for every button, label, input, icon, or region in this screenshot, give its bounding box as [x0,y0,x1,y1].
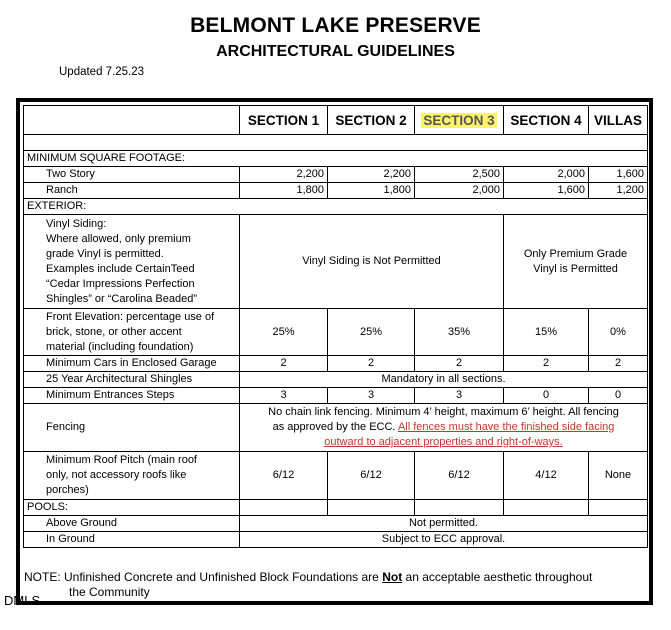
label-line: Where allowed, only premium [46,232,191,245]
table-row-roof-pitch [24,452,648,500]
table-cell: 6/12 [415,452,504,500]
footnote [24,570,650,600]
section-row-exterior [24,199,648,215]
row-label-multiline [24,215,240,309]
table-row-shingles [24,372,648,388]
fencing-cell [240,404,648,452]
table-row-ranch [24,183,648,199]
column-header-section-1: SECTION 1 [240,106,328,135]
spacer-row [24,135,648,151]
label-line: brick, stone, or other accent [46,325,182,338]
table-cell: 2 [240,356,328,372]
label-line: only, not accessory roofs like [46,469,187,481]
table-cell: 2,200 [240,167,328,183]
table-row-fencing [24,404,648,452]
merged-cell: Not permitted. [240,516,648,532]
section-label: MINIMUM SQUARE FOOTAGE: [24,151,648,167]
table-cell [415,500,504,516]
table-row-entrance-steps [24,388,648,404]
table-row-above-ground [24,516,648,532]
document-title: BELMONT LAKE PRESERVE [190,14,481,37]
table-cell: 2 [328,356,415,372]
column-header-section-4: SECTION 4 [504,106,589,135]
table-cell: 1,200 [589,183,648,199]
table-cell: 3 [328,388,415,404]
table-row-in-ground [24,532,648,548]
section-label: EXTERIOR: [24,199,648,215]
table-cell [328,500,415,516]
row-label: 25 Year Architectural Shingles [24,372,240,388]
row-label: Two Story [24,167,240,183]
table-cell: 2,200 [328,167,415,183]
table-cell: 4/12 [504,452,589,500]
table-cell: 1,800 [240,183,328,199]
table-cell [589,500,648,516]
table-cell: 2 [589,356,648,372]
table-row-two-story [24,167,648,183]
guidelines-table [23,105,648,548]
table-cell: 3 [415,388,504,404]
header-blank-cell [24,106,240,135]
label-line: Vinyl Siding: [46,217,107,230]
table-cell: 1,600 [589,167,648,183]
label-line: Shingles” or “Carolina Beaded” [46,292,198,305]
table-cell: 6/12 [328,452,415,500]
merged-cell: Mandatory in all sections. [240,372,648,388]
note-continuation: the Community [69,585,150,599]
table-cell: 6/12 [240,452,328,500]
fencing-line: No chain link fencing. Minimum 4’ height, maximum 6’ height. All fencing [268,406,619,418]
label-line: grade Vinyl is permitted. [46,247,164,260]
updated-date: Updated 7.25.23 [59,66,145,78]
row-label-multiline [24,452,240,500]
label-line: Minimum Roof Pitch (main roof [46,454,197,466]
row-label: Fencing [24,404,240,452]
table-row-front-elevation [24,309,648,356]
table-cell: 25% [328,309,415,356]
premium-line: Vinyl is Permitted [533,262,618,275]
fencing-red-text: All fences must have the finished side facing [397,421,615,433]
table-cell: 35% [415,309,504,356]
table-cell: 2 [415,356,504,372]
watermark: DMLS [4,593,41,608]
column-header-villas: VILLAS [589,106,648,135]
table-cell: 1,800 [328,183,415,199]
vinyl-premium-cell [504,215,648,309]
table-cell: 0 [504,388,589,404]
label-line: Examples include CertainTeed [46,262,195,275]
section-3-highlight: SECTION 3 [423,112,495,128]
note-text: NOTE: Unfinished Concrete and Unfinished Block Foundations are [24,570,383,584]
section-label: POOLS: [24,500,240,516]
table-cell: 0% [589,309,648,356]
section-row-pools [24,500,648,516]
table-cell: 1,600 [504,183,589,199]
table-cell [504,500,589,516]
table-row-garage-cars [24,356,648,372]
table-cell: 15% [504,309,589,356]
table-cell: None [589,452,648,500]
row-label: Above Ground [24,516,240,532]
merged-cell: Subject to ECC approval. [240,532,648,548]
label-line: material (including foundation) [46,340,194,353]
table-cell: 25% [240,309,328,356]
label-line: “Cedar Impressions Perfection [46,277,195,290]
vinyl-not-permitted-cell: Vinyl Siding is Not Permitted [240,215,504,309]
row-label: Minimum Cars in Enclosed Garage [24,356,240,372]
table-cell: 0 [589,388,648,404]
fencing-red-text: outward to adjacent properties and right-of-ways. [324,436,563,448]
table-cell [240,500,328,516]
label-line: Front Elevation: percentage use of [46,310,215,323]
note-emphasis: Not [382,570,403,584]
column-header-section-3 [415,106,504,135]
table-cell: 2,500 [415,167,504,183]
note-text: an acceptable aesthetic throughout [402,570,593,584]
guidelines-table-frame [16,98,653,605]
table-cell: 2 [504,356,589,372]
row-label: In Ground [24,532,240,548]
table-cell: 2,000 [504,167,589,183]
row-label: Minimum Entrances Steps [24,388,240,404]
header-row [24,106,648,135]
document-subtitle: ARCHITECTURAL GUIDELINES [216,43,455,60]
row-label-multiline [24,309,240,356]
premium-line: Only Premium Grade [523,247,628,260]
table-cell: 2,000 [415,183,504,199]
fencing-text: as approved by the ECC. [272,421,398,433]
section-row-square-footage [24,151,648,167]
row-label: Ranch [24,183,240,199]
fencing-line [243,435,644,450]
label-line: porches) [46,484,89,496]
fencing-line [243,420,644,435]
table-cell: 3 [240,388,328,404]
column-header-section-2: SECTION 2 [328,106,415,135]
table-row-vinyl-siding [24,215,648,309]
